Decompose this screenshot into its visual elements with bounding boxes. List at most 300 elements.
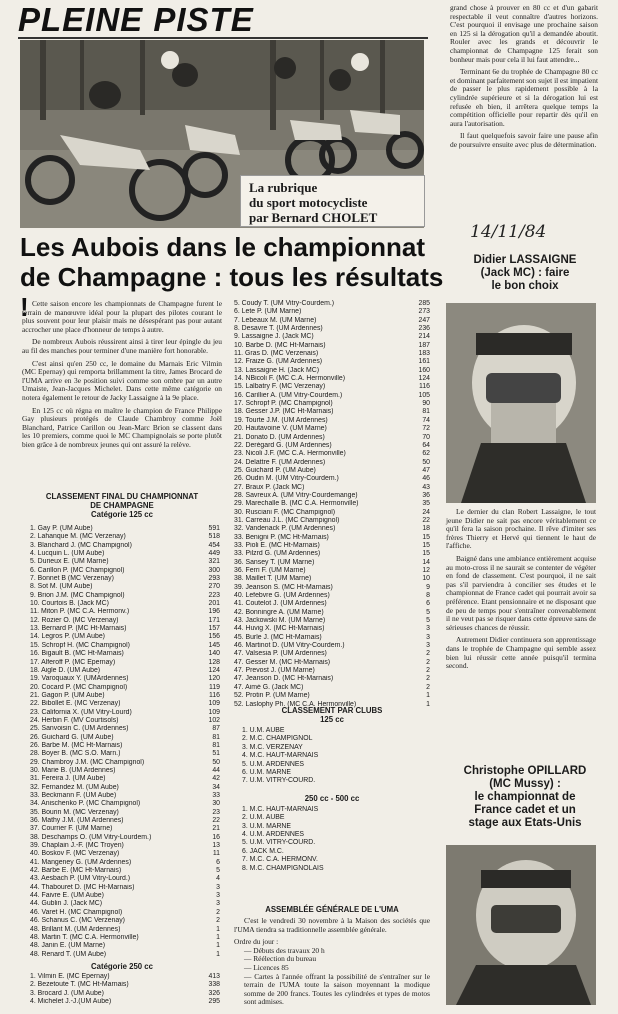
ranking-row-name: 31. Fereira J. (UM Aube) — [30, 775, 106, 783]
ranking-row-points: 22 — [422, 516, 430, 524]
ranking-row-points: 247 — [418, 316, 430, 324]
ranking-row-points: 2 — [216, 908, 220, 916]
ranking-row — [30, 767, 220, 775]
ranking-row-points: 201 — [208, 600, 220, 608]
ranking-row — [30, 734, 220, 742]
ranking-row-points: 273 — [418, 308, 430, 316]
ranking-row-name: 22. Derégard G. (UM Ardennes) — [234, 441, 332, 449]
club-row: 6. U.M. MARNE — [242, 769, 292, 777]
ranking-row-name: 43. Jackowski M. (UM Marne) — [234, 617, 326, 625]
ranking-row — [30, 951, 220, 959]
intro-paragraph: En 125 cc où régna en maître le champion de France Philippe Gay plusieurs protégés de Claude Chambroy comme Joël Blanchard, Patrice Carillon ou Jean-Marc Brion se classent dans les 10 premiers, comme quoi le MC Champignolais se porte plutôt bien grâce à de nombreux jeunes qui ont assuré la relève. — [22, 405, 222, 449]
ranking-row-points: 72 — [422, 425, 430, 433]
ranking-row-name: 30. Rusciani F. (MC Champignol) — [234, 508, 336, 516]
ranking-row-points: 2 — [426, 675, 430, 683]
lassaigne-photo — [446, 303, 596, 503]
ranking-row — [30, 917, 220, 925]
lassaigne-paragraph: Baigné dans une ambiance entièrement acquise au moto-cross il ne saurait se contenter de végéter en fond de classement. C'est pourquoi, il ne sait pas s'il parviendra à concilier ses études et le championnat de France cadet qui pourrait avoir sa préférence. Etant pensionnaire et ne disposant que de peu de temps pour s'entraîner convenablement il ne veut pas se risquer dans cette épreuve sans de sérieuses chances de réussir. — [446, 553, 596, 632]
ranking-row-points: 5 — [426, 617, 430, 625]
ranking-row-name: 36. Sansey T. (UM Marne) — [234, 558, 315, 566]
ranking-row-points: 1 — [426, 692, 430, 700]
ranking-row — [30, 926, 220, 934]
ranking-row-name: 5. Durieux E. (UM Marne) — [30, 558, 109, 566]
ranking-row-points: 157 — [208, 625, 220, 633]
ranking-row — [30, 608, 220, 616]
ranking-row — [234, 308, 430, 316]
ranking-row — [30, 742, 220, 750]
ranking-row-name: 15. Lalbatry F. (MC Verzenay) — [234, 383, 326, 391]
ranking-row-points: 15 — [422, 550, 430, 558]
ranking-row-points: 35 — [422, 500, 430, 508]
ranking-row — [234, 333, 430, 341]
ranking-row-points: 454 — [208, 541, 220, 549]
ranking-row-points: 326 — [208, 989, 220, 997]
ranking-row — [30, 990, 220, 998]
ranking-row-name: 7. Bonnet B (MC Verzenay) — [30, 575, 114, 583]
intro-paragraph: C'est ainsi qu'en 250 cc, le domaine du Marnais Eric Vilmin (MC Epernay) qui remporta brillamment la titre, James Brocard de l'UMA arrive en 3e position suivi comme son ombre par un autre Umaiste, Jean-Jacques Michelet. Dans cette même catégorie on notera également le retour de Jacky Lassaigne à la 9e place. — [22, 358, 222, 402]
ranking-row-points: 120 — [208, 675, 220, 683]
assemblee-item: — Réélection du bureau — [244, 954, 317, 964]
ranking-row — [234, 434, 430, 442]
ranking-row-name: 52. Laslophy Ph. (MC C.A. Hermonville) — [234, 700, 357, 708]
club-row: 1. U.M. AUBE — [242, 727, 285, 734]
ranking-row-points: 128 — [208, 658, 220, 666]
ranking-row-name: 20. Hautavoine V. (UM Marne) — [234, 425, 327, 433]
ranking-row-name: 36. Ferri F. (UM Marne) — [234, 567, 306, 574]
ranking-row — [30, 859, 220, 867]
ranking-row-name: 47. Valsesia P. (UM Ardennes) — [234, 650, 327, 658]
ranking-row-name: 1. Gay P. (UM Aube) — [30, 525, 93, 532]
masthead-rule — [18, 37, 428, 39]
ranking-row-name: 4. Lucquin L. (UM Aube) — [30, 550, 105, 558]
ranking-row-points: 5 — [426, 608, 430, 616]
ranking-row — [234, 358, 430, 366]
ranking-row-name: 25. Sanvoisin C. (UM Ardennes) — [30, 725, 129, 733]
ranking-row-name: 8. Desavre T. (UM Ardennes) — [234, 325, 323, 333]
ranking-row — [30, 817, 220, 825]
ranking-row-name: 24. Herbin F. (MV Courtisols) — [30, 716, 119, 724]
intro-paragraph: Cette saison encore les championnats de Champagne furent le terrain de manœuvre idéal pour la plupart des pilotes courant le plus souvent pour leur plaisir mais ne désespérant pas pour autant accrocher une place d'honneur de temps à autre. — [22, 299, 222, 334]
ranking-row-name: 48. Martin T. (MC C.A. Hermonville) — [30, 933, 139, 941]
ranking-row — [30, 725, 220, 733]
ranking-row-name: 14. NBicoli F. (MC C.A. Hermonville) — [234, 375, 346, 383]
club-row: 6. JACK M.C. — [242, 847, 284, 855]
lassaigne-head-3: le bon choix — [491, 280, 559, 292]
assemblee-ordre: Ordre du jour : — [234, 937, 279, 947]
ranking-row-name: 23. California X. (UM Vitry-Lourd) — [30, 708, 132, 716]
ranking-row — [30, 533, 220, 541]
ranking-row — [234, 692, 430, 700]
ranking-row-name: 38. Maillet T. (UM Marne) — [234, 575, 312, 583]
ranking-row-points: 4 — [216, 875, 220, 883]
ranking-row-name: 21. Donato D. (UM Ardennes) — [234, 433, 325, 441]
ranking-row-points: 6 — [426, 600, 430, 608]
ranking-row-name: 52. Protin P. (UM Marne) — [234, 692, 310, 700]
ranking-row-name: 41. Coutelot J. (UM Ardennes) — [234, 600, 327, 608]
clubs-section — [234, 706, 430, 873]
ranking-row-name: 45. Burle J. (MC Ht-Marnais) — [234, 633, 322, 641]
lassaigne-paragraph: Autrement Didier continuera son apprentissage dans le trophée de Champagne qui semble assez bien lui réussir cette année puisqu'il termina second. — [446, 635, 596, 671]
club-row: 1. M.C. HAUT-MARNAIS — [242, 805, 319, 813]
ranking-row — [234, 425, 430, 433]
ranking-row-name: 29. Chambroy J.M. (MC Champignol) — [30, 758, 145, 766]
club-row: 3. U.M. MARNE — [242, 822, 292, 830]
ranking-row-points: 196 — [208, 608, 220, 616]
ranking-row — [30, 659, 220, 667]
ranking-row-points: 1 — [216, 942, 220, 950]
ranking-row-points: 11 — [212, 850, 220, 858]
ranking-row — [234, 650, 430, 658]
ranking-row-points: 145 — [208, 641, 220, 649]
ranking-row-points: 15 — [422, 541, 430, 549]
ranking-row-points: 102 — [208, 716, 220, 724]
ranking-row-points: 10 — [422, 575, 430, 583]
ranking-row — [30, 900, 220, 908]
classement-subtitle-125: Catégorie 125 cc — [91, 510, 153, 519]
ranking-row — [30, 759, 220, 767]
ranking-row-points: 116 — [209, 691, 220, 699]
ranking-row — [30, 825, 220, 833]
ranking-row-name: 46. Schanus C. (MC Verzenay) — [30, 917, 125, 925]
ranking-row-name: 47. Gesser M. (MC Ht-Marnais) — [234, 658, 331, 666]
ranking-row-points: 43 — [422, 483, 430, 491]
ranking-row-points: 74 — [422, 416, 430, 424]
ranking-row-points: 187 — [418, 341, 430, 349]
ranking-row-points: 34 — [212, 783, 220, 791]
clubs-250-list — [242, 806, 430, 873]
ranking-row-name: 10. Courtois B. (Jack MC) — [30, 600, 109, 608]
ranking-row-name: 9. Brion J.M. (MC Champignol) — [30, 591, 125, 599]
ranking-row-points: 295 — [208, 998, 220, 1006]
ranking-row — [30, 617, 220, 625]
rubric-caption — [240, 175, 425, 227]
ranking-row-points: 1 — [426, 700, 430, 708]
ranking-row-name: 22. Bibollet E. (MC Verzenay) — [30, 700, 121, 708]
ranking-row — [234, 475, 430, 483]
ranking-row-points: 51 — [212, 750, 220, 758]
ranking-row — [234, 625, 430, 633]
ranking-row-points: 518 — [208, 533, 220, 541]
ranking-row — [234, 684, 430, 692]
ranking-row-name: 12. Fraize G. (UM Ardennes) — [234, 358, 323, 366]
assemblee-item: — Licences 85 — [244, 962, 289, 972]
ranking-row-name: 11. Gras D. (MC Verzenais) — [234, 350, 319, 358]
ranking-row — [234, 400, 430, 408]
headline: Les Aubois dans le championnat de Champagne : tous les résultats ! — [20, 232, 444, 322]
ranking-row — [234, 383, 430, 391]
ranking-row-name: 4. Michelet J.-J.(UM Aube) — [30, 998, 112, 1006]
ranking-row-points: 3 — [426, 642, 430, 650]
top-right-paragraph: Il faut quelquefois savoir faire une pause afin de poursuivre ensuite avec plus de détermination. — [450, 131, 598, 149]
ranking-row-name: 26. Oudin M. (UM Vitry-Courdem.) — [234, 475, 339, 483]
ranking-row-name: 44. Thabouret D. (MC Ht-Marnais) — [30, 883, 135, 891]
ranking-row — [30, 792, 220, 800]
ranking-row — [30, 567, 220, 575]
ranking-row-points: 109 — [208, 700, 220, 708]
ranking-row-points: 140 — [208, 650, 220, 658]
ranking-row-points: 50 — [212, 758, 220, 766]
clubs-title: CLASSEMENT PAR CLUBS — [281, 706, 383, 715]
ranking-row-points: 15 — [422, 533, 430, 541]
ranking-row-points: 23 — [212, 808, 220, 816]
ranking-row — [30, 750, 220, 758]
ranking-row-name: 20. Cocard P. (MC Champignol) — [30, 683, 128, 691]
ranking-row-name: 19. Tourte J.M. (UM Ardennes) — [234, 416, 328, 424]
ranking-row-points: 156 — [208, 633, 220, 641]
ranking-row — [30, 809, 220, 817]
ranking-row-points: 81 — [212, 741, 220, 749]
ranking-row — [234, 609, 430, 617]
ranking-row — [30, 700, 220, 708]
ranking-row-points: 33 — [212, 792, 220, 799]
club-row: 5. U.M. VITRY-COURD. — [242, 839, 316, 847]
ranking-row-name: 48. Brillant M. (UM Ardennes) — [30, 925, 121, 933]
ranking-row-points: 44 — [212, 766, 220, 774]
ranking-row-points: 236 — [418, 325, 430, 333]
ranking-row-name: 39. Jeanson S. (MC Ht-Marnais) — [234, 583, 333, 591]
ranking-row — [234, 392, 430, 400]
ranking-row — [234, 417, 430, 425]
ranking-row — [234, 550, 430, 558]
ranking-row — [30, 909, 220, 917]
ranking-row-name: 13. Bernard P. (MC Ht-Marnais) — [30, 625, 127, 633]
ranking-row — [30, 934, 220, 942]
ranking-row-points: 24 — [422, 508, 430, 516]
ranking-row — [234, 375, 430, 383]
ranking-row — [30, 867, 220, 875]
ranking-row-name: 47. Aimé G. (Jack MC) — [234, 683, 304, 691]
ranking-row — [30, 558, 220, 566]
top-right-paragraph: grand chose à prouver en 80 cc et d'un gabarit respectable il veut connaître d'autres horizons. C'est pourquoi il envisage une prochaine saison en 125 si la dérogation qu'il a demandée aboutit. Rouler avec les grands et découvrir le championnat de Champagne 125 ferait son bonheur mais pour cela il lui faut attendre... — [450, 3, 598, 64]
ranking-row — [30, 625, 220, 633]
ranking-row-name: 24. Delattre F. (UM Ardennes) — [234, 458, 326, 466]
ranking-row-points: 338 — [208, 981, 220, 989]
ranking-row — [234, 442, 430, 450]
club-row: 2. M.C. CHAMPIGNOL — [242, 735, 313, 743]
ranking-row-points: 3 — [216, 883, 220, 891]
assemblee-item: — Débuts des travaux 20 h — [244, 945, 325, 955]
ranking-row-points: 3 — [426, 625, 430, 633]
ranking-row-points: 8 — [426, 592, 430, 600]
ranking-row — [234, 325, 430, 333]
classement-title-1: CLASSEMENT FINAL DU CHAMPIONNAT — [45, 492, 199, 501]
rubric-line-2: du sport motocycliste — [249, 195, 368, 210]
lassaigne-heading — [445, 254, 605, 293]
ranking-row-points: 119 — [209, 683, 220, 691]
assemblee-paragraph: C'est le vendredi 30 novembre à la Maison des sociétés que l'UMA tiendra sa traditionnelle assemblée générale. — [234, 916, 430, 934]
ranking-row-points: 81 — [212, 733, 220, 741]
ranking-row — [30, 973, 220, 981]
ranking-row-name: 15. Schropf H. (MC Champignol) — [30, 641, 130, 649]
ranking-row-name: 3. Blanchard J. (MC Champignol) — [30, 541, 132, 549]
ranking-row — [30, 998, 220, 1006]
ranking-row-points: 109 — [208, 708, 220, 716]
ranking-row-points: 300 — [208, 566, 220, 574]
intro-article — [22, 300, 222, 454]
ranking-row — [30, 692, 220, 700]
top-right-paragraph: Terminant 6e du trophée de Champagne 80 cc et dominant parfaitement son sujet il est impatient de passer le plus rapidement possible à la cylindrée supérieure et si la dérogation lui est refusée eh bien, il arrêtera quelque temps la compétition officielle pour repartir dès qu'il en aura l'autorisation. — [450, 67, 598, 128]
ranking-row-points: 449 — [208, 550, 220, 558]
masthead-title: PLEINE PISTE — [18, 3, 254, 37]
opillard-head-4: France cadet et un — [474, 804, 576, 816]
ranking-row — [234, 467, 430, 475]
ranking-row-name: 17. Schropf P. (MC Champignol) — [234, 400, 333, 408]
club-row: 3. M.C. VERZENAY — [242, 743, 303, 751]
ranking-row-points: 87 — [212, 725, 220, 733]
ranking-row-points: 64 — [422, 441, 430, 449]
ranking-row-points: 270 — [208, 583, 220, 591]
ranking-row-name: 9. Lassaigne J. (Jack MC) — [234, 333, 314, 341]
lassaigne-article — [446, 508, 596, 675]
ranking-row-name: 3. Brocard J. (UM Aube) — [30, 989, 104, 997]
ranking-row-name: 47. Prevost J. (UM Marne) — [234, 667, 315, 675]
ranking-row-name: 39. Chaplain J.-F. (MC Troyen) — [30, 842, 124, 850]
ranking-row — [30, 875, 220, 883]
assemblee-section — [234, 905, 430, 1007]
club-row: 7. U.M. VITRY-COURD. — [242, 777, 316, 785]
opillard-head-5: stage aux Etats-Unis — [468, 817, 582, 829]
ranking-row — [30, 600, 220, 608]
opillard-photo — [446, 845, 596, 1005]
ranking-row — [234, 459, 430, 467]
classement-subtitle-250: Catégorie 250 cc — [91, 962, 153, 971]
ranking-row-points: 2 — [426, 650, 430, 658]
ranking-row-points: 160 — [418, 366, 430, 374]
ranking-row-name: 27. Braux P. (Jack MC) — [234, 483, 305, 491]
ranking-row-points: 293 — [208, 575, 220, 583]
ranking-row-points: 46 — [422, 475, 430, 483]
ranking-row-name: 23. Nicoli J.F. (MC C.A. Hermonville) — [234, 450, 346, 458]
ranking-row-name: 43. Aesbach P. (UM Vitry-Lourd.) — [30, 875, 131, 883]
ranking-row — [234, 350, 430, 358]
ranking-row-points: 1 — [216, 933, 220, 941]
ranking-row-name: 44. Faivre E. (UM Aube) — [30, 892, 104, 900]
ranking-row — [30, 892, 220, 900]
ranking-row — [30, 650, 220, 658]
ranking-row — [30, 709, 220, 717]
ranking-row-points: 50 — [422, 458, 430, 466]
clubs-125-list — [242, 727, 430, 786]
ranking-row-name: 26. Guichard G. (UM Aube) — [30, 733, 114, 741]
ranking-row-name: 11. Miton P. (MC C.A. Hermonv.) — [30, 608, 130, 616]
ranking-row — [30, 850, 220, 858]
ranking-row-points: 223 — [208, 591, 220, 599]
intro-paragraph: De nombreux Aubois réussirent ainsi à tirer leur épingle du jeu au fil des manches pour terminer d'une manière fort honorable. — [22, 337, 222, 355]
ranking-row-name: 42. Barbe E. (MC Ht-Marnais) — [30, 867, 122, 875]
ranking-row — [234, 367, 430, 375]
ranking-row-name: 31. Carreau J.L. (MC Champignol) — [234, 516, 340, 524]
ranking-row-points: 161 — [418, 358, 430, 366]
ranking-row — [234, 592, 430, 600]
ranking-row-name: 16. Carillier A. (UM Vitry-Courdem.) — [234, 391, 343, 399]
ranking-row-name: 25. Guichard P. (UM Aube) — [234, 466, 316, 474]
ranking-row — [30, 884, 220, 892]
ranking-row-name: 6. Carillon P. (MC Champignol) — [30, 566, 125, 574]
rubric-line-1: La rubrique — [249, 180, 318, 195]
ranking-row — [234, 634, 430, 642]
ranking-row-name: 2. Lahanque M. (MC Verzenay) — [30, 533, 126, 541]
ranking-row-name: 42. Bonningre A. (UM Marne) — [234, 608, 324, 616]
ranking-row — [234, 500, 430, 508]
lassaigne-head-2: (Jack MC) : faire — [480, 267, 570, 279]
ranking-row-points: 81 — [422, 408, 430, 416]
ranking-row — [30, 592, 220, 600]
ranking-row-name: 48. Renard T. (UM Aube) — [30, 950, 107, 958]
opillard-head-3: le championnat de — [474, 791, 576, 803]
ranking-row — [234, 408, 430, 416]
ranking-row-name: 32. Vandenack P. (UM Ardennes) — [234, 525, 336, 533]
ranking-row-points: 47 — [422, 466, 430, 474]
ranking-row-points: 105 — [418, 391, 430, 399]
ranking-row — [30, 633, 220, 641]
ranking-row — [234, 534, 430, 542]
ranking-list-125 — [30, 525, 220, 959]
ranking-row — [234, 517, 430, 525]
ranking-row — [234, 659, 430, 667]
ranking-row-points: 6 — [216, 858, 220, 866]
ranking-row — [234, 509, 430, 517]
ranking-row — [30, 800, 220, 808]
ranking-row-points: 3 — [216, 900, 220, 908]
ranking-row — [234, 525, 430, 533]
ranking-row-points: 1 — [216, 950, 220, 958]
ranking-row-points: 14 — [422, 558, 430, 566]
ranking-row — [234, 300, 430, 308]
ranking-row-name: 37. Courrier F. (UM Marne) — [30, 825, 113, 833]
ranking-row-points: 36 — [422, 491, 430, 499]
ranking-row-name: 48. Janin E. (UM Marne) — [30, 942, 106, 950]
ranking-row-points: 2 — [216, 917, 220, 925]
ranking-row-name: 14. Legros P. (UM Aube) — [30, 633, 105, 641]
ranking-row-name: 47. Jeanson D. (MC Ht-Marnais) — [234, 675, 334, 683]
ranking-row-name: 46. Martinot D. (UM Vitry-Courdem.) — [234, 642, 345, 650]
ranking-row-points: 2 — [426, 667, 430, 675]
ranking-row — [30, 525, 220, 533]
ranking-row-points: 70 — [422, 433, 430, 441]
ranking-row-name: 2. Bezetoute T. (MC Ht-Marnais) — [30, 981, 129, 989]
ranking-row-points: 16 — [212, 833, 220, 841]
ranking-row-name: 40. Boskov F. (MC Verzenay) — [30, 850, 120, 858]
top-right-article — [450, 4, 598, 154]
ranking-row — [30, 550, 220, 558]
ranking-row — [30, 717, 220, 725]
ranking-row — [234, 317, 430, 325]
ranking-row-name: 13. Lassaigne H. (Jack MC) — [234, 366, 320, 374]
ranking-row-points: 21 — [212, 825, 220, 833]
ranking-row-name: 29. Marechalle B. (MC C.A. Hermonville) — [234, 500, 359, 508]
ranking-row — [30, 942, 220, 950]
ranking-row-name: 5. Coudy T. (UM Vitry-Courdem.) — [234, 300, 335, 307]
ranking-row — [234, 492, 430, 500]
opillard-heading — [445, 765, 605, 830]
ranking-row-name: 21. Gagon P. (UM Aube) — [30, 691, 105, 699]
classement-title-2: DE CHAMPAGNE — [90, 501, 154, 510]
opillard-head-2: (MC Mussy) : — [489, 778, 561, 790]
ranking-row — [30, 784, 220, 792]
ranking-row — [30, 667, 220, 675]
ranking-row-name: 30. Marie B. (UM Ardennes) — [30, 766, 116, 774]
club-row: 2. U.M. AUBE — [242, 814, 285, 822]
ranking-row-name: 7. Lebeaux M. (UM Marne) — [234, 316, 317, 324]
handwritten-date: 14/11/84 — [470, 222, 547, 242]
ranking-row-name: 34. Anischenko P. (MC Champignol) — [30, 800, 141, 808]
ranking-row — [234, 342, 430, 350]
ranking-row-name: 46. Varet H. (MC Champignol) — [30, 908, 123, 916]
ranking-row-name: 40. Lefebvre G. (UM Ardennes) — [234, 592, 330, 600]
opillard-head-1: Christophe OPILLARD — [463, 765, 587, 777]
clubs-250-subtitle: 250 cc - 500 cc — [304, 793, 360, 803]
ranking-row — [234, 600, 430, 608]
